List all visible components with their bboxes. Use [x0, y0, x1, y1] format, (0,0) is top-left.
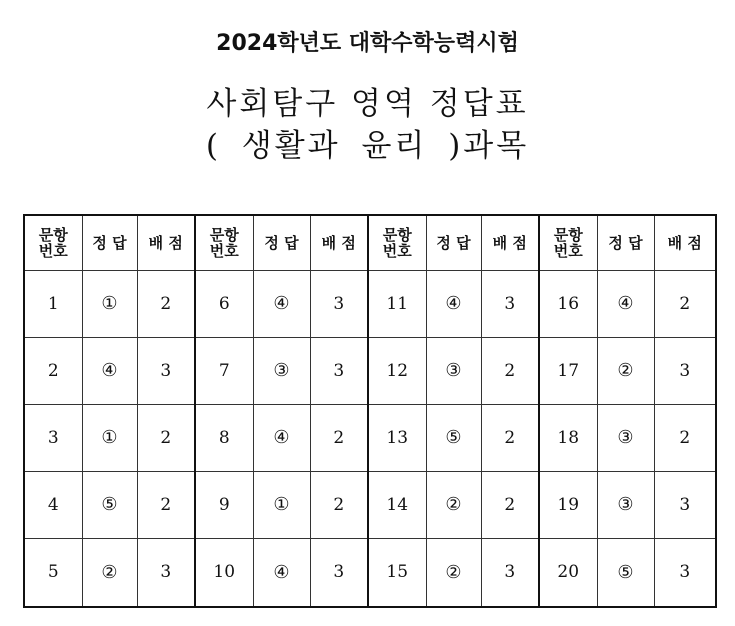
header-question-number-top: 문항	[382, 226, 412, 244]
question-number: 5	[24, 538, 82, 607]
points-value: 2	[654, 271, 716, 338]
question-number: 19	[539, 471, 597, 538]
answer-choice: ①	[253, 471, 310, 538]
question-number: 11	[368, 271, 426, 338]
answer-choice: ④	[597, 271, 654, 338]
table-row	[24, 538, 716, 607]
header-answer: 정 답	[597, 215, 654, 271]
points-value: 2	[481, 471, 539, 538]
question-number: 8	[195, 404, 253, 471]
points-value: 3	[654, 337, 716, 404]
table-row	[24, 337, 716, 404]
answer-choice: ⑤	[597, 538, 654, 607]
table-row	[24, 404, 716, 471]
header-points: 배 점	[137, 215, 195, 271]
table-row	[24, 271, 716, 338]
answer-choice: ⑤	[82, 471, 137, 538]
points-value: 3	[310, 271, 368, 338]
header-question-number-bottom: 번호	[38, 242, 68, 260]
question-number: 18	[539, 404, 597, 471]
answer-choice: ④	[253, 538, 310, 607]
question-number: 20	[539, 538, 597, 607]
header-question-number	[368, 215, 426, 271]
header-question-number	[24, 215, 82, 271]
answer-choice: ②	[82, 538, 137, 607]
answer-choice: ②	[597, 337, 654, 404]
table-row	[24, 471, 716, 538]
points-value: 3	[310, 337, 368, 404]
points-value: 2	[137, 271, 195, 338]
header-answer: 정 답	[82, 215, 137, 271]
header-question-number-top: 문항	[209, 226, 239, 244]
points-value: 2	[310, 471, 368, 538]
header-question-number-bottom: 번호	[382, 242, 412, 260]
header-question-number-top: 문항	[553, 226, 583, 244]
header-row	[24, 215, 716, 271]
points-value: 2	[137, 404, 195, 471]
points-value: 2	[481, 404, 539, 471]
points-value: 2	[310, 404, 368, 471]
header-question-number-bottom: 번호	[553, 242, 583, 260]
header-points: 배 점	[310, 215, 368, 271]
answer-key-table	[23, 214, 717, 608]
header-points: 배 점	[481, 215, 539, 271]
answer-choice: ③	[426, 337, 481, 404]
points-value: 3	[310, 538, 368, 607]
answer-choice: ③	[253, 337, 310, 404]
points-value: 3	[137, 337, 195, 404]
header-question-number	[195, 215, 253, 271]
answer-choice: ③	[597, 404, 654, 471]
question-number: 10	[195, 538, 253, 607]
answer-choice: ④	[253, 271, 310, 338]
header-question-number-top: 문항	[38, 226, 68, 244]
header-answer: 정 답	[426, 215, 481, 271]
answer-body	[24, 271, 716, 608]
exam-title: 2024학년도 대학수학능력시험	[216, 31, 519, 56]
answer-choice: ③	[597, 471, 654, 538]
question-number: 6	[195, 271, 253, 338]
question-number: 9	[195, 471, 253, 538]
answer-choice: ②	[426, 471, 481, 538]
answer-choice: ④	[253, 404, 310, 471]
points-value: 2	[137, 471, 195, 538]
points-value: 3	[654, 471, 716, 538]
points-value: 3	[137, 538, 195, 607]
answer-choice: ②	[426, 538, 481, 607]
header-answer: 정 답	[253, 215, 310, 271]
header-points: 배 점	[654, 215, 716, 271]
points-value: 2	[481, 337, 539, 404]
answer-choice: ①	[82, 271, 137, 338]
question-number: 17	[539, 337, 597, 404]
question-number: 13	[368, 404, 426, 471]
question-number: 15	[368, 538, 426, 607]
answer-choice: ①	[82, 404, 137, 471]
question-number: 4	[24, 471, 82, 538]
question-number: 16	[539, 271, 597, 338]
answer-choice: ④	[426, 271, 481, 338]
question-number: 3	[24, 404, 82, 471]
points-value: 3	[654, 538, 716, 607]
points-value: 3	[481, 271, 539, 338]
points-value: 2	[654, 404, 716, 471]
subject-title: ( 생활과 윤리 )과목	[205, 128, 530, 164]
page-title: 사회탐구 영역 정답표	[206, 86, 529, 122]
question-number: 1	[24, 271, 82, 338]
answer-choice: ⑤	[426, 404, 481, 471]
question-number: 12	[368, 337, 426, 404]
question-number: 14	[368, 471, 426, 538]
question-number: 2	[24, 337, 82, 404]
question-number: 7	[195, 337, 253, 404]
header-question-number	[539, 215, 597, 271]
answer-choice: ④	[82, 337, 137, 404]
header-question-number-bottom: 번호	[209, 242, 239, 260]
points-value: 3	[481, 538, 539, 607]
